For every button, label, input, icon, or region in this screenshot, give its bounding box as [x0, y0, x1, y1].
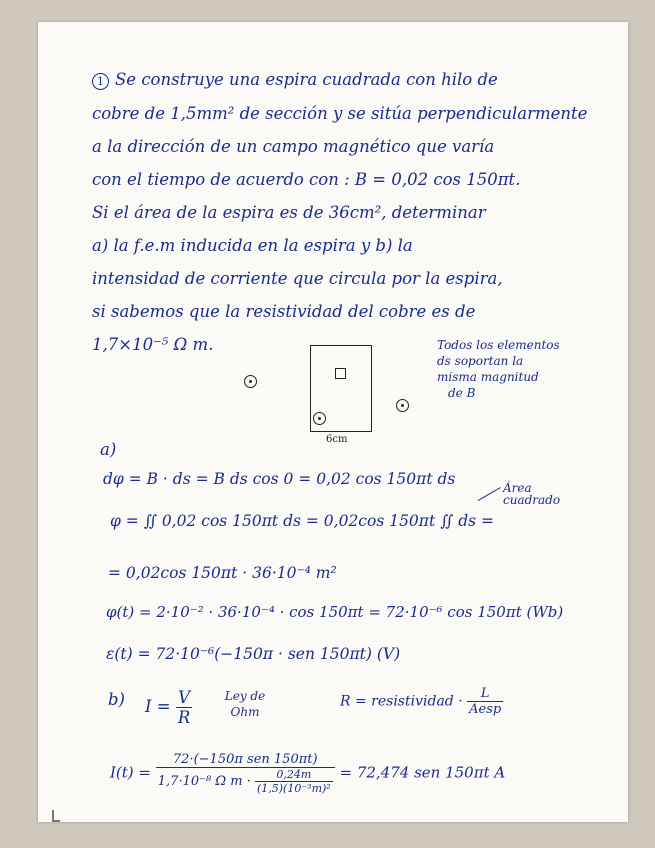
problem-line-1: 1 Se construye una espira cuadrada con hilo de: [92, 70, 498, 90]
diagram-note-line-1: Todos los elementos: [437, 338, 560, 352]
ohm-law-equation: I = $\frac{V}{R}$: [145, 688, 191, 727]
diagram-note-line-4: de B: [448, 386, 476, 400]
flux-function-equation: φ(t) = 2·10⁻² · 36·10⁻⁴ · cos 150πt = 72·10⁻⁶ cos 150πt (Wb): [106, 603, 564, 621]
field-out-of-page-icon: [244, 375, 257, 388]
diagram-note-line-2: ds soportan la: [437, 354, 524, 368]
field-out-of-page-icon: [313, 412, 326, 425]
problem-line-5: Si el área de la espira es de 36cm², determinar: [92, 203, 486, 222]
current-final-equation: I(t) = 72·(−150π sen 150πt) 1,7·10⁻⁸ Ω m · $\frac{0,24m}{\text{(1,5)(10⁻³m)²}}$ = 72,474 sen 150πt A: [110, 752, 506, 795]
ohm-law-note: Ley de Ohm: [224, 689, 266, 719]
page-corner-mark: [52, 810, 60, 822]
resistance-equation: R = resistividad · $\frac{L}{\text{Aesp}}$: [340, 686, 502, 717]
problem-line-3: a la dirección de un campo magnético que varía: [92, 137, 495, 156]
problem-line-8: si sabemos que la resistividad del cobre es de: [92, 302, 476, 321]
area-annotation: Área cuadrado: [503, 481, 561, 507]
field-out-of-page-icon: [396, 399, 409, 412]
side-length-label: 6cm: [326, 434, 348, 445]
part-a-label: a): [100, 440, 117, 459]
problem-line-7: intensidad de corriente que circula por la espira,: [92, 269, 503, 288]
problem-line-2: cobre de 1,5mm² de sección y se sitúa perpendicularmente: [92, 104, 588, 123]
problem-line-6: a) la f.e.m inducida en la espira y b) la: [92, 236, 413, 255]
part-b-label: b): [108, 690, 125, 709]
problem-line-4: con el tiempo de acuerdo con : B = 0,02 cos 150πt.: [92, 170, 521, 189]
flux-substitution-equation: = 0,02cos 150πt · 36·10⁻⁴ m²: [108, 564, 337, 582]
flux-integral-equation: φ = ∬ 0,02 cos 150πt ds = 0,02cos 150πt ∬ ds =: [110, 512, 495, 530]
flux-differential-equation: dφ = B · ds = B ds cos 0 = 0,02 cos 150πt ds: [103, 470, 456, 488]
diagram-note-line-3: misma magnitud: [437, 370, 539, 384]
problem-number: 1: [92, 73, 109, 90]
area-element-icon: [335, 368, 346, 379]
emf-equation: ε(t) = 72·10⁻⁶(−150π · sen 150πt) (V): [106, 645, 401, 663]
problem-line-9: 1,7×10⁻⁵ Ω m.: [92, 335, 214, 354]
